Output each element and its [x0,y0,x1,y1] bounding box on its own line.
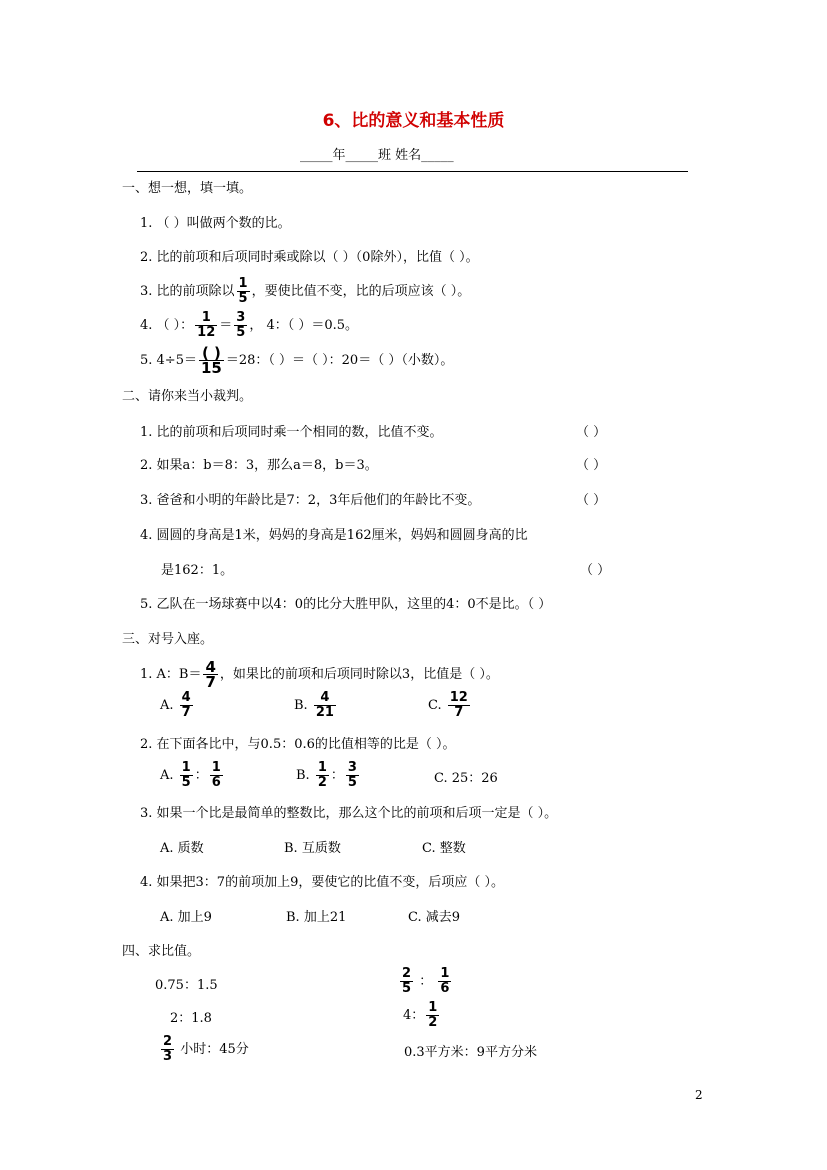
s4-problem-6: 0.3平方米：9平方分米 [404,1045,537,1060]
s3-q3-option-b: B. 互质数 [284,841,341,856]
s3-question-2: 2. 在下面各比中，与0.5：0.6的比值相等的比是（ ）。 [140,737,456,752]
answer-bracket: （ ） [576,425,607,440]
fraction: $\frac{3}{5}$ [236,310,246,340]
s3-question-1 [140,659,499,691]
answer-bracket: （ ） [576,458,607,473]
s1-question-2: 2. 比的前项和后项同时乘或除以（ ）（0除外），比值（ ）。 [140,250,479,265]
section-2-heading: 二、请你来当小裁判。 [122,389,253,404]
s4-problem-3: 2：1.8 [170,1011,212,1026]
s4-problem-4: 4： $\frac{1}{2}$ [403,1000,438,1030]
header-divider [137,171,688,172]
class-name-line: _____年_____班 姓名_____ [300,148,454,163]
s3-q1-option-c: C. $\frac{12}{7}$ [428,690,468,720]
s3-q1-option-a: A. $\frac{4}{7}$ [160,690,191,720]
fraction: $\frac{1}{5}$ [238,276,248,306]
fraction: $\frac{1}{2}$ [317,760,327,790]
s2-question-3: 3. 爸爸和小明的年龄比是7：2，3年后他们的年龄比不变。 [140,493,481,508]
s4-problem-1: 0.75：1.5 [155,978,218,993]
fraction: $\frac{1}{12}$ [197,310,216,340]
page-title: 6、比的意义和基本性质 [322,111,505,131]
fraction: $\frac{2}{3}$ [163,1034,173,1064]
q1-text-a: 1. A：B＝ [140,667,202,682]
fraction: $\frac{12}{7}$ [449,690,468,720]
section-4-heading: 四、求比值。 [122,944,201,959]
page-number: 2 [695,1088,703,1102]
q4-text-b: ， 4：（ ）＝0.5。 [249,318,359,333]
s1-question-5 [140,345,453,377]
s1-question-3 [140,276,470,308]
s3-q4-option-c: C. 减去9 [408,910,461,925]
s3-q3-option-c: C. 整数 [422,841,466,856]
s3-q3-option-a: A. 质数 [160,841,204,856]
s2-question-1: 1. 比的前项和后项同时乘一个相同的数，比值不变。 [140,425,443,440]
s3-q2-option-a: A. $\frac{1}{5}$ ： $\frac{1}{6}$ [160,760,221,790]
q5-text-a: 5. 4÷5＝ [140,353,197,368]
s2-question-5: 5. 乙队在一场球赛中以4：0的比分大胜甲队，这里的4：0不是比。（ ） [140,597,552,612]
fraction: $\frac{4}{7}$ [181,690,191,720]
equals: ＝ [219,318,233,333]
fraction: $\frac{4}{21}$ [315,690,334,720]
q1-text-b: ，如果比的前项和后项同时除以3，比值是（ ）。 [219,667,499,682]
q5-text-b: ＝28：（ ）＝（ ）：20＝（ ）（小数）。 [225,353,454,368]
fraction: $\frac{4}{7}$ [205,658,216,691]
s2-question-4-line-2: 是162：1。 [161,563,234,578]
fraction: $\frac{1}{6}$ [440,966,450,996]
fraction: $\frac{3}{5}$ [347,760,357,790]
q4-text-a: 4. （ ）： [140,318,194,333]
section-1-heading: 一、想一想，填一填。 [122,181,253,196]
fraction: $\frac{1}{2}$ [428,1000,438,1030]
fraction: $\frac{1}{5}$ [181,760,191,790]
s3-q2-option-c: C. 25：26 [434,771,498,786]
s1-question-4 [140,310,358,342]
answer-bracket: （ ） [576,493,607,508]
q3-text-b: ，要使比值不变，比的后项应该（ ）。 [251,284,471,299]
fraction: $\frac{1}{6}$ [211,760,221,790]
s2-question-4-line-1: 4. 圆圆的身高是1米，妈妈的身高是162厘米，妈妈和圆圆身高的比 [140,528,528,543]
s3-q4-option-a: A. 加上9 [160,910,212,925]
s3-question-3: 3. 如果一个比是最简单的整数比，那么这个比的前项和后项一定是（ ）。 [140,806,558,821]
s4-problem-2: $\frac{2}{5}$ ： $\frac{1}{6}$ [402,966,450,996]
s3-question-4: 4. 如果把3：7的前项加上9，要使它的比值不变，后项应（ ）。 [140,875,504,890]
section-3-heading: 三、对号入座。 [122,632,214,647]
s3-q4-option-b: B. 加上21 [286,910,347,925]
s4-problem-5: $\frac{2}{3}$ 小时：45分 [163,1034,249,1064]
fraction: $\frac{( )}{15}$ [200,344,222,377]
s3-q1-option-b: B. $\frac{4}{21}$ [294,690,334,720]
answer-bracket: （ ） [580,563,611,578]
fraction: $\frac{2}{5}$ [402,966,412,996]
s3-q2-option-b: B. $\frac{1}{2}$ ： $\frac{3}{5}$ [296,760,357,790]
s1-question-1: 1. （ ）叫做两个数的比。 [140,216,291,231]
q3-text-a: 3. 比的前项除以 [140,284,235,299]
s2-question-2: 2. 如果a：b＝8：3，那么a＝8，b＝3。 [140,458,378,473]
